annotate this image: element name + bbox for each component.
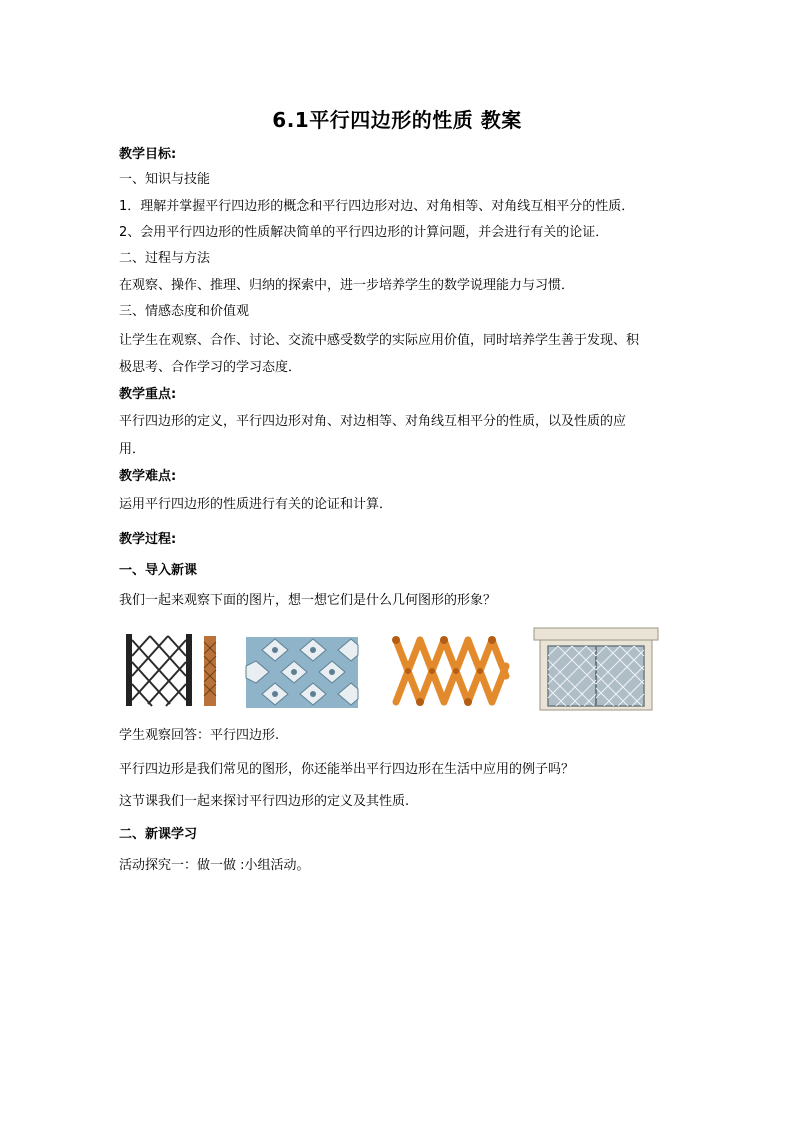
objectives-heading: 教学目标: xyxy=(119,147,177,162)
student-answer: 学生观察回答：平行四边形. xyxy=(119,728,280,743)
expanding-rack-image xyxy=(396,640,506,702)
section3-heading: 三、情感态度和价值观 xyxy=(119,304,250,319)
followup-question: 平行四边形是我们常见的图形，你还能举出平行四边形在生活中应用的例子吗？ xyxy=(119,762,575,777)
difficulties-heading: 教学难点: xyxy=(119,469,177,484)
part1-heading: 一、导入新课 xyxy=(119,563,198,578)
section2-text: 在观察、操作、推理、归纳的探索中，进一步培养学生的数学说理能力与习惯． xyxy=(119,278,575,293)
lattice-window-image xyxy=(534,628,658,710)
key-points-line2: 用． xyxy=(119,442,146,457)
process-heading: 教学过程: xyxy=(119,532,177,547)
part2-heading: 二、新课学习 xyxy=(119,827,198,842)
key-points-line1: 平行四边形的定义，平行四边形对角、对边相等、对角线互相平分的性质，以及性质的应 xyxy=(119,414,627,429)
page-title: 6.1平行四边形的性质 教案 xyxy=(272,108,522,132)
key-points-heading: 教学重点: xyxy=(119,387,177,402)
section1-heading: 一、知识与技能 xyxy=(119,172,211,187)
section3-text-line2: 极思考、合作学习的学习态度． xyxy=(119,360,302,375)
activity1-text: 活动探究一：做一做 :小组活动。 xyxy=(119,858,310,873)
lattice-fence-image xyxy=(126,634,216,706)
tile-pattern-image xyxy=(246,637,358,708)
section3-text-line1: 让学生在观察、合作、讨论、交流中感受数学的实际应用价值，同时培养学生善于发现、积 xyxy=(119,333,640,348)
intro-question: 我们一起来观察下面的图片，想一想它们是什么几何图形的形象？ xyxy=(119,593,497,608)
objective-item-2: 2、会用平行四边形的性质解决简单的平行四边形的计算问题，并会进行有关的论证． xyxy=(119,225,609,240)
objective-item-1: 1．理解并掌握平行四边形的概念和平行四边形对边、对角相等、对角线互相平分的性质． xyxy=(119,199,635,214)
section2-heading: 二、过程与方法 xyxy=(119,251,211,266)
lesson-intro: 这节课我们一起来探讨平行四边形的定义及其性质. xyxy=(119,794,410,809)
difficulties-text: 运用平行四边形的性质进行有关的论证和计算． xyxy=(119,497,393,512)
